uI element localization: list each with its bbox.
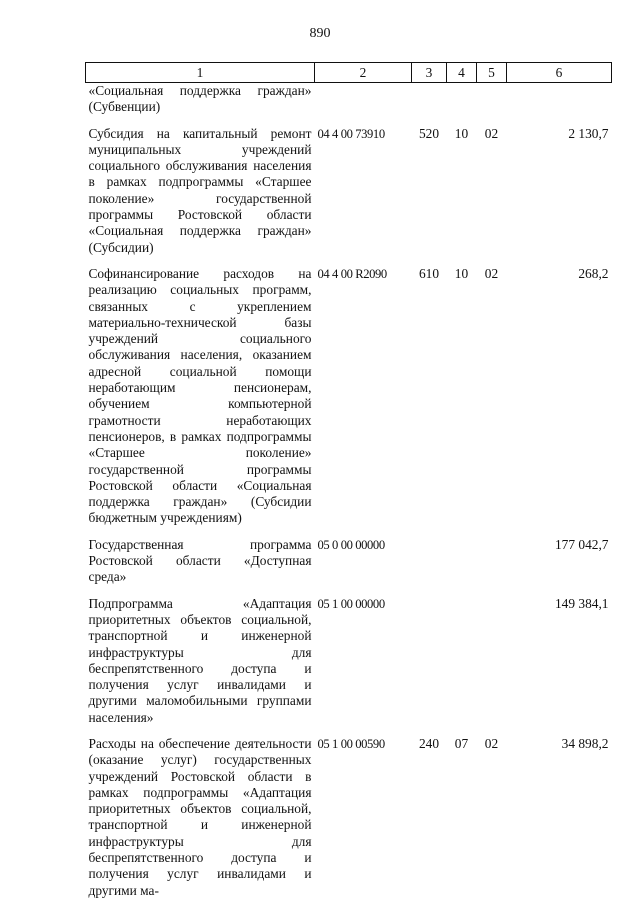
row-rz bbox=[447, 586, 477, 726]
table-row bbox=[86, 83, 612, 116]
row-amount bbox=[507, 83, 612, 116]
row-vr: 520 bbox=[418, 125, 440, 141]
row-rz bbox=[447, 83, 477, 116]
table-row bbox=[86, 527, 612, 586]
row-vr: 610 bbox=[418, 265, 440, 281]
row-code: 05 1 00 00000 bbox=[317, 596, 385, 611]
table-header-row bbox=[86, 63, 612, 83]
column-header: 2 bbox=[315, 63, 412, 83]
row-rz: 10 bbox=[454, 125, 469, 141]
row-pr bbox=[477, 83, 507, 116]
row-amount: 2 130,7 bbox=[568, 125, 609, 141]
row-amount: 149 384,1 bbox=[554, 595, 609, 611]
column-header: 6 bbox=[507, 63, 612, 83]
row-name: Государственная программа Ростовской области «Доступная среда» bbox=[88, 536, 312, 585]
row-name: Расходы на обеспечение деятельности (оказание услуг) государственных учреждений Ростовской области в рамках подпрограммы «Адаптация приоритетных объектов социальной, транспортной и инженерной инфраструктуры для беспрепятственного доступа и получения услуг инвалидами и другими ма- bbox=[88, 735, 312, 898]
row-pr: 02 bbox=[484, 125, 499, 141]
row-rz bbox=[447, 527, 477, 586]
row-name: Подпрограмма «Адаптация приоритетных объектов социальной, транспортной и инженерной инфраструктуры для беспрепятственного доступа и получения услуг инвалидами и другими маломобильными группами населения» bbox=[88, 595, 312, 725]
column-header: 4 bbox=[447, 63, 477, 83]
table-row bbox=[86, 586, 612, 726]
row-amount: 34 898,2 bbox=[561, 735, 609, 751]
table-row bbox=[86, 726, 612, 899]
row-pr bbox=[477, 586, 507, 726]
row-code: 05 1 00 00590 bbox=[317, 736, 385, 751]
page-number: 890 bbox=[309, 26, 331, 41]
row-vr: 240 bbox=[418, 735, 440, 751]
row-amount: 177 042,7 bbox=[554, 536, 609, 552]
row-pr: 02 bbox=[484, 265, 499, 281]
row-code: 04 4 00 73910 bbox=[317, 126, 385, 141]
row-code bbox=[315, 83, 412, 116]
table-row bbox=[86, 256, 612, 527]
column-header: 3 bbox=[412, 63, 447, 83]
row-pr bbox=[477, 527, 507, 586]
column-header: 5 bbox=[477, 63, 507, 83]
row-vr bbox=[412, 527, 447, 586]
table-row bbox=[86, 116, 612, 256]
budget-table bbox=[85, 62, 612, 899]
row-name: Софинансирование расходов на реализацию социальных программ, связанных с укреплением материально-технической базы учреждений социального обслуживания населения, оказанием адресной социальной помощи неработающим пенсионерам, обучением компьютерной грамотности неработающих пенсионеров, в рамках подпрограммы «Старшее поколение» государственной программы Ростовской области «Социальная поддержка граждан» (Субсидии бюджетным учреждениям) bbox=[88, 265, 312, 526]
row-amount: 268,2 bbox=[578, 265, 609, 281]
row-vr bbox=[412, 586, 447, 726]
row-pr: 02 bbox=[484, 735, 499, 751]
row-name: «Социальная поддержка граждан» (Субвенции) bbox=[88, 83, 312, 115]
row-code: 05 0 00 00000 bbox=[317, 537, 385, 552]
row-name: Субсидия на капитальный ремонт муниципальных учреждений социального обслуживания населения в рамках подпрограммы «Старшее поколение» государственной программы Ростовской области «Социальная поддержка граждан» (Субсидии) bbox=[88, 125, 312, 255]
row-code: 04 4 00 R2090 bbox=[317, 266, 387, 281]
column-header: 1 bbox=[86, 63, 315, 83]
row-vr bbox=[412, 83, 447, 116]
row-rz: 10 bbox=[454, 265, 469, 281]
row-rz: 07 bbox=[454, 735, 469, 751]
